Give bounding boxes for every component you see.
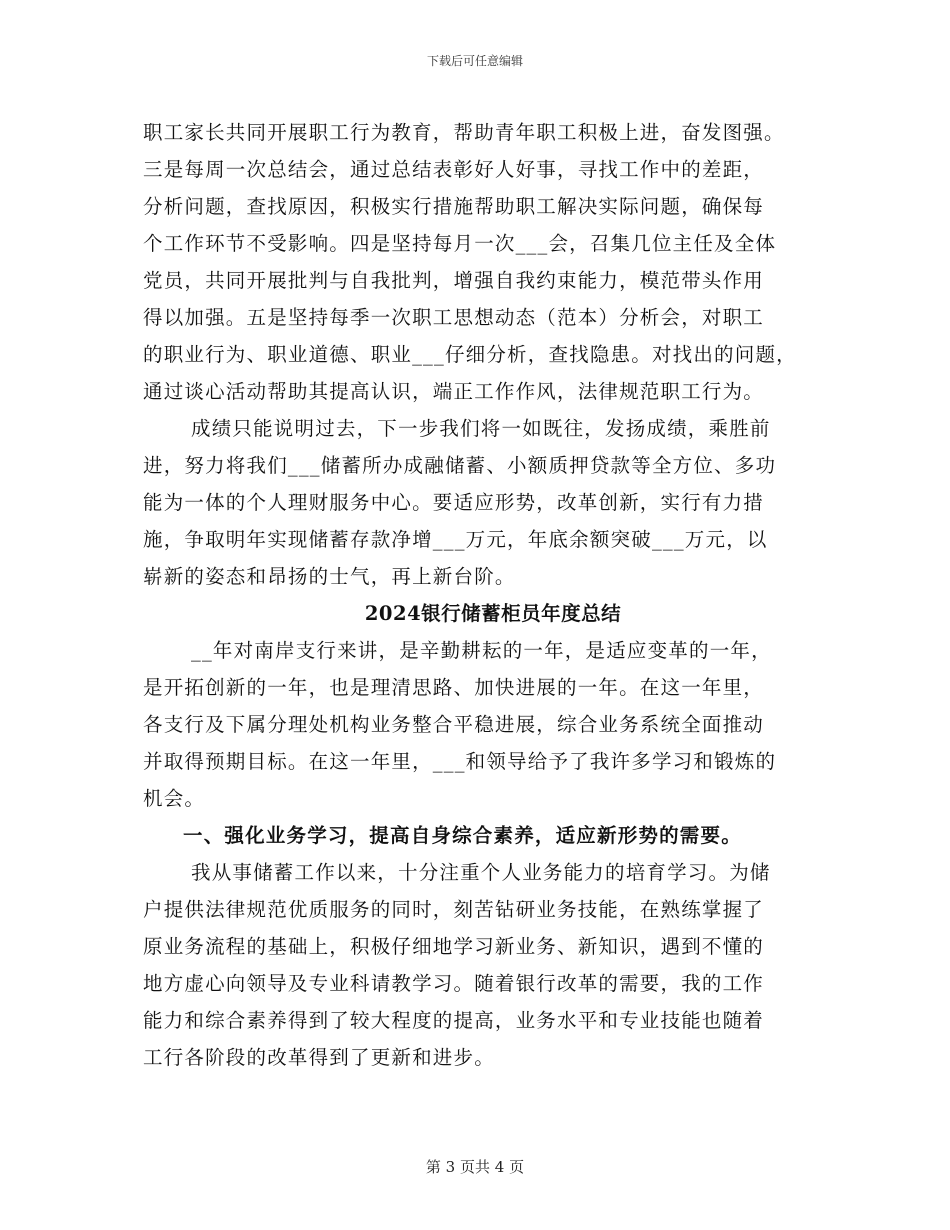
header-note: 下载后可任意编辑 (426, 54, 523, 68)
text-line: 原业务流程的基础上，积极仔细地学习新业务、新知识，遇到不懂的 (143, 935, 765, 958)
text-line: 是开拓创新的一年，也是理清思路、加快进展的一年。在这一年里， (143, 676, 765, 699)
heading-1: 一、强化业务学习，提高自身综合素养，适应新形势的需要。 (183, 824, 742, 847)
text-line: 三是每周一次总结会，通过总结表彰好人好事，寻找工作中的差距， (143, 158, 765, 181)
text-line: 我从事储蓄工作以来，十分注重个人业务能力的培育学习。为储 (191, 861, 771, 884)
document-body (143, 114, 823, 1076)
text-line: 崭新的姿态和昂扬的士气，再上新台阶。 (143, 565, 516, 588)
paragraph-1 (143, 114, 823, 410)
text-line: 党员，共同开展批判与自我批判，增强自我约束能力，模范带头作用 (143, 269, 765, 292)
text-line: 个工作环节不受影响。四是坚持每月一次___会，召集几位主任及全体 (143, 232, 777, 255)
text-line: 能力和综合素养得到了较大程度的提高，业务水平和专业技能也随着 (143, 1009, 765, 1032)
paragraph-4 (143, 854, 823, 1076)
text-line: 职工家长共同开展职工行为教育，帮助青年职工积极上进，奋发图强。 (143, 121, 785, 144)
text-line: 的职业行为、职业道德、职业___仔细分析，查找隐患。对找出的问题， (143, 343, 797, 366)
text-line: 分析问题，查找原因，积极实行措施帮助职工解决实际问题，确保每 (143, 195, 765, 218)
paragraph-3 (143, 632, 823, 817)
text-line: 施，争取明年实现储蓄存款净增___万元，年底余额突破___万元，以 (143, 528, 768, 551)
text-line: 工行各阶段的改革得到了更新和进步。 (143, 1046, 495, 1069)
paragraph-2 (143, 410, 823, 595)
text-line: 得以加强。五是坚持每季一次职工思想动态（范本）分析会，对职工 (143, 306, 765, 329)
text-line: 通过谈心活动帮助其提高认识，端正工作作风，法律规范职工行为。 (143, 380, 765, 403)
text-line: 能为一体的个人理财服务中心。要适应形势，改革创新，实行有力措 (143, 491, 765, 514)
text-line: 成绩只能说明过去，下一步我们将一如既往，发扬成绩，乘胜前 (191, 417, 771, 440)
page-footer: 第 3 页共 4 页 (425, 1158, 525, 1176)
text-line: 各支行及下属分理处机构业务整合平稳进展，综合业务系统全面推动 (143, 713, 765, 736)
text-line: __年对南岸支行来讲，是辛勤耕耘的一年，是适应变革的一年， (191, 639, 772, 662)
text-line: 并取得预期目标。在这一年里，___和领导给予了我许多学习和锻炼的 (143, 750, 777, 773)
text-line: 户提供法律规范优质服务的同时，刻苦钻研业务技能，在熟练掌握了 (143, 898, 765, 921)
text-line: 进，努力将我们___储蓄所办成融储蓄、小额质押贷款等全方位、多功 (143, 454, 777, 477)
text-line: 地方虚心向领导及专业科请教学习。随着银行改革的需要，我的工作 (143, 972, 765, 995)
section-title: 2024银行储蓄柜员年度总结 (364, 602, 622, 625)
text-line: 机会。 (143, 787, 206, 810)
